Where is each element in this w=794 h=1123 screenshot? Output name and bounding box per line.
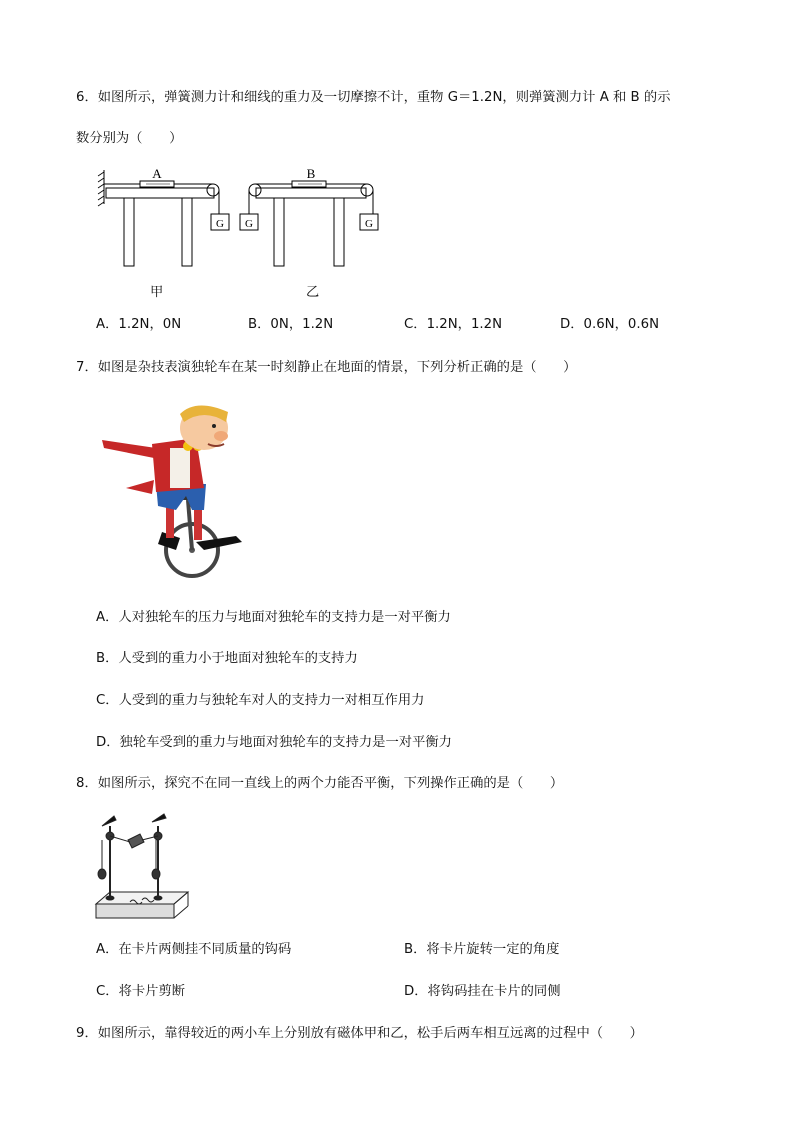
- figure-jia: [98, 170, 229, 266]
- pulley: [106, 832, 114, 840]
- caption-yi: 乙: [306, 285, 320, 300]
- label-a: A: [152, 166, 162, 181]
- q7-stem: 7．如图是杂技表演独轮车在某一时刻静止在地面的情景，下列分析正确的是（ ）: [76, 360, 577, 375]
- q7-option-a[interactable]: A．人对独轮车的压力与地面对独轮车的支持力是一对平衡力: [96, 610, 451, 625]
- card: [128, 834, 144, 848]
- q8-option-b[interactable]: B．将卡片旋转一定的角度: [404, 942, 560, 957]
- figure-yi: [240, 181, 378, 266]
- q7-option-c[interactable]: C．人受到的重力与独轮车对人的支持力一对相互作用力: [96, 693, 425, 708]
- nose: [214, 431, 228, 441]
- pulley-right-2: [361, 184, 373, 196]
- table-leg: [124, 198, 134, 266]
- pulley-right-1: [249, 184, 261, 196]
- wall-hatching: [98, 172, 104, 206]
- table-leg: [274, 198, 284, 266]
- q6-figure: [96, 162, 386, 302]
- weight-label: G: [216, 218, 224, 230]
- base-front: [96, 904, 174, 918]
- q6-stem-line2: 数分别为（ ）: [76, 131, 183, 146]
- q8-stem: 8．如图所示，探究不在同一直线上的两个力能否平衡，下列操作正确的是（ ）: [76, 776, 564, 791]
- weight-label: G: [245, 218, 253, 230]
- caption-jia: 甲: [150, 285, 164, 300]
- q8-option-d[interactable]: D．将钩码挂在卡片的同侧: [404, 984, 561, 999]
- q7-option-d[interactable]: D．独轮车受到的重力与地面对独轮车的支持力是一对平衡力: [96, 735, 452, 750]
- hook-weight: [98, 869, 106, 879]
- q6-stem-line1: 6．如图所示，弹簧测力计和细线的重力及一切摩擦不计，重物 G＝1.2N，则弹簧测力计 A 和 B 的示: [76, 90, 671, 105]
- weight-label: G: [365, 218, 373, 230]
- label-b: B: [306, 166, 316, 181]
- q6-option-a[interactable]: A．1.2N，0N: [96, 317, 182, 332]
- q6-option-d[interactable]: D．0.6N，0.6N: [560, 317, 660, 332]
- table-leg: [182, 198, 192, 266]
- arm: [102, 440, 156, 458]
- q7-option-b[interactable]: B．人受到的重力小于地面对独轮车的支持力: [96, 651, 358, 666]
- q6-option-b[interactable]: B．0N，1.2N: [248, 317, 334, 332]
- table-top-right: [256, 188, 366, 198]
- q7-unicycle-figure: [96, 400, 246, 588]
- table-leg: [334, 198, 344, 266]
- q9-stem: 9．如图所示，靠得较近的两小车上分别放有磁体甲和乙，松手后两车相互远离的过程中（ ）: [76, 1026, 643, 1041]
- q6-option-c[interactable]: C．1.2N，1.2N: [404, 317, 503, 332]
- table-top-left: [106, 188, 214, 198]
- jacket-tail: [126, 480, 154, 494]
- q8-option-c[interactable]: C．将卡片剪断: [96, 984, 186, 999]
- shirt: [170, 448, 190, 488]
- q8-apparatus-figure: [94, 812, 194, 922]
- hook-weight: [152, 869, 160, 879]
- pulley-left: [207, 184, 219, 196]
- q8-option-a[interactable]: A．在卡片两侧挂不同质量的钩码: [96, 942, 292, 957]
